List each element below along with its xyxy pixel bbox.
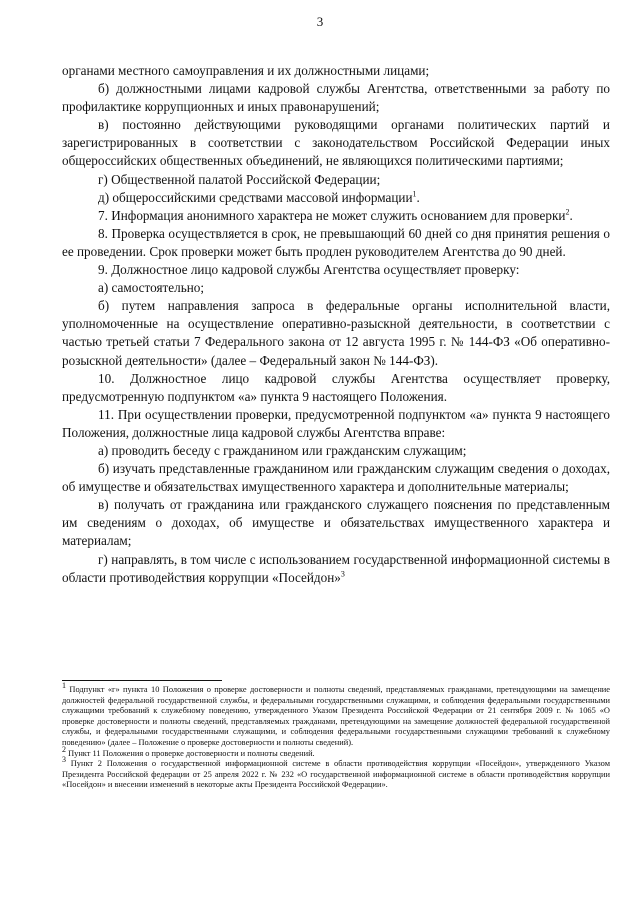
paragraph-text: б) путем направления запроса в федеральные органы исполнительной власти, уполномоченные на осуществление оперативно-разыскной деятельности, в соответствии с частью третьей статьи 7 Федерального закона от 12 августа 1995 г. № 144-ФЗ «Об оперативно-розыскной деятельности» (далее – Федеральный закон № 144-ФЗ). <box>62 298 610 368</box>
paragraph-text: г) Общественной палатой Российской Федерации; <box>98 171 381 187</box>
paragraph-text: а) самостоятельно; <box>98 280 205 296</box>
footnote-reference: 3 <box>340 569 345 579</box>
footnote-mark: 2 <box>62 744 66 754</box>
paragraph <box>62 551 610 587</box>
paragraph-text: 7. Информация анонимного характера не может служить основанием для проверки <box>98 207 566 223</box>
paragraph <box>62 171 610 189</box>
paragraph-text: б) должностными лицами кадровой службы Агентства, ответственными за работу по профилактике коррупционных и иных правонарушений; <box>62 81 610 115</box>
footnotes <box>62 681 611 791</box>
paragraph-text: 10. Должностное лицо кадровой службы Агентства осуществляет проверку, предусмотренную подпунктом «а» пункта 9 настоящего Положения. <box>62 370 610 404</box>
paragraph <box>62 460 610 496</box>
paragraph-text: 8. Проверка осуществляется в срок, не превышающий 60 дней со дня принятия решения о ее проведении. Срок проверки может быть продлен руководителем Агентства до 90 дней. <box>62 225 610 259</box>
footnote <box>62 681 610 749</box>
paragraph <box>62 261 610 279</box>
paragraph <box>62 279 610 297</box>
paragraph <box>62 297 610 369</box>
footnote-reference: 1 <box>412 189 417 199</box>
footnote-mark: 1 <box>62 681 66 691</box>
paragraph <box>62 189 610 207</box>
paragraph-text: органами местного самоуправления и их должностными лицами; <box>62 63 430 78</box>
footnote-mark: 3 <box>62 755 66 765</box>
paragraph-text: 9. Должностное лицо кадровой службы Агентства осуществляет проверку: <box>98 262 520 278</box>
paragraph-punctuation: . <box>416 189 420 205</box>
footnote-separator <box>62 680 222 681</box>
paragraph-text: б) изучать представленные гражданином или гражданским служащим сведения о доходах, об имуществе и обязательствах имущественного характера и дополнительные материалы; <box>62 461 610 495</box>
paragraph <box>62 62 610 80</box>
footnote-text: Пункт 2 Положения о государственной информационной системе в области противодействия коррупции «Посейдон», утвержденного Указом Президента Российской федерации от 25 апреля 2022 г. № 232 «О государственной информационной системе в области противодействия коррупции «Посейдон» и внесении изменений в некоторые акты Президента Российской Федерации». <box>62 759 611 790</box>
paragraph <box>62 225 610 261</box>
paragraph-text: 11. При осуществлении проверки, предусмотренной подпунктом «а» пункта 9 настоящего Положения, должностные лица кадровой службы Агентства вправе: <box>62 406 610 440</box>
paragraph <box>62 370 610 406</box>
paragraph-text: д) общероссийскими средствами массовой информации <box>98 189 413 205</box>
footnote-text: Пункт 11 Положения о проверке достоверности и полноты сведений. <box>68 748 315 758</box>
paragraph <box>62 406 610 442</box>
footnote <box>62 755 611 791</box>
paragraph-punctuation: . <box>569 207 573 223</box>
footnote-reference: 2 <box>565 207 570 217</box>
paragraph <box>62 80 610 116</box>
paragraph <box>62 207 610 225</box>
footnote-text: Подпункт «г» пункта 10 Положения о проверке достоверности и полноты сведений, представляемых гражданами, претендующими на замещение должностей федеральной государственной службы, и федеральными государственными служащими, и соблюдения федеральными государственными служащими требований к служебному поведению, утвержденного Указом Президента Российской Федерации от 21 сентября 2009 г. № 1065 «О проверке достоверности и полноты сведений, представляемых гражданами, претендующими на замещение должностей федеральной государственной службы, и федеральными государственными служащими, и соблюдения федеральными государственными служащими требований к служебному поведению» (далее – Положение о проверке достоверности и полноты сведений). <box>62 685 610 747</box>
page-number: 3 <box>316 14 324 29</box>
footnote <box>62 744 610 760</box>
paragraph <box>62 496 610 550</box>
paragraph-text: г) направлять, в том числе с использованием государственной информационной системы в области противодействия коррупции «Посейдон» <box>62 551 610 585</box>
paragraph <box>62 442 610 460</box>
paragraph <box>62 116 610 170</box>
paragraph-text: в) постоянно действующими руководящими органами политических партий и зарегистрированных в соответствии с законодательством Российской Федерации иных общероссийских общественных объединений, не являющихся политическими партиями; <box>62 117 610 169</box>
paragraph-text: в) получать от гражданина или гражданского служащего пояснения по представленным им сведениям о доходах, об имуществе и обязательствах имущественного характера и материалам; <box>62 497 610 549</box>
paragraph-text: а) проводить беседу с гражданином или гражданским служащим; <box>98 442 467 458</box>
body-text <box>62 62 610 587</box>
